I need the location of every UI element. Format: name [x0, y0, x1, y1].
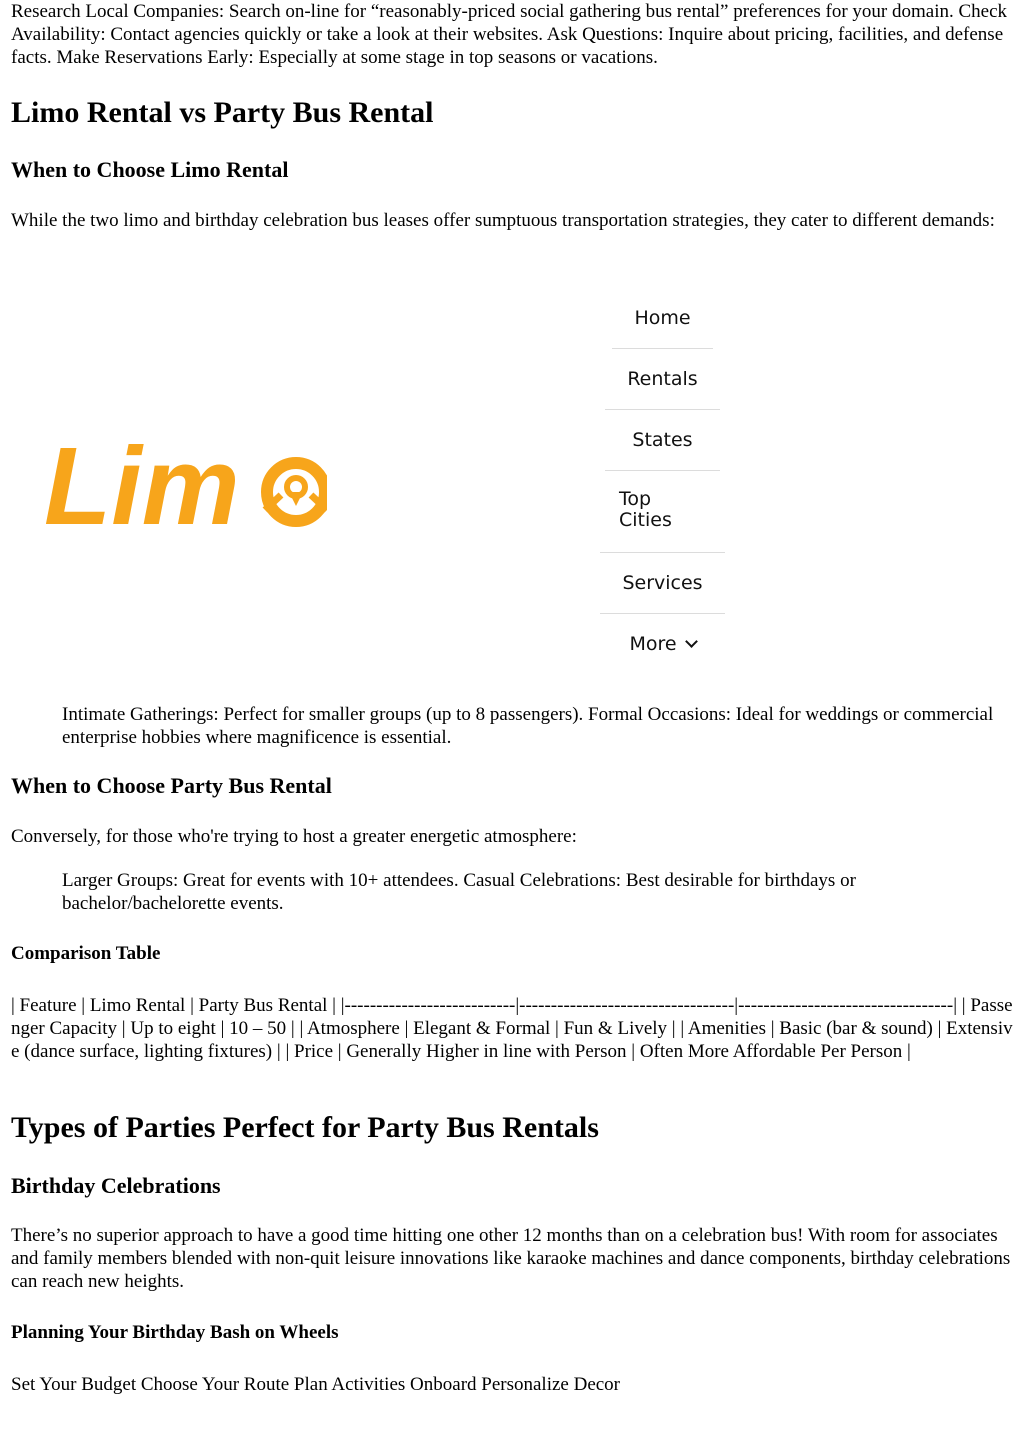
comparison-text: | Feature | Limo Rental | Party Bus Rental | |---------------------------|----------------------------------|----------------------------------| | Passenger Capacity | Up to eight | 10 – 50 | | Atmosphere | Elegant & Formal | Fun & Lively | | Amenities | Basic (bar & sound) | Extensive (dance surface, lighting fixtures) | | Price | Generally Higher in line with Person | Often More Affordable Per Person | [11, 995, 1013, 1062]
paragraph-planning: Set Your Budget Choose Your Route Plan Activities Onboard Personalize Decor [11, 1374, 621, 1395]
heading-birthday: Birthday Celebrations [11, 1173, 221, 1198]
heading-planning: Planning Your Birthday Bash on Wheels [11, 1322, 339, 1343]
paragraph-birthday: There’s no superior approach to have a good time hitting one other 12 months than on a celebration bus! With room for associates and family members blended with non-quit leisure innovations like karaoke machines and dance components, birthday celebrations can reach new heights. [11, 1225, 1011, 1292]
nav-item-more[interactable]: More [600, 614, 725, 674]
heading-comparison: Comparison Table [11, 943, 161, 964]
main-nav [600, 290, 725, 674]
heading-choose-limo: When to Choose Limo Rental [11, 157, 289, 182]
nav-item-rentals[interactable]: Rentals [605, 349, 720, 410]
nav-item-states[interactable]: States [605, 410, 720, 471]
quote-limo: Intimate Gatherings: Perfect for smaller groups (up to 8 passengers). Formal Occasions: Ideal for weddings or commercial enterprise hobbies where magnificence is essential. [62, 704, 994, 748]
limo-logo[interactable] [42, 430, 327, 530]
paragraph-party-intro: Conversely, for those who're trying to host a greater energetic atmosphere: [11, 826, 577, 847]
nav-item-services[interactable]: Services [600, 553, 725, 614]
chevron-down-icon [685, 635, 698, 648]
heading-limo-vs-party: Limo Rental vs Party Bus Rental [11, 96, 434, 129]
location-pin-icon [265, 463, 327, 521]
heading-types: Types of Parties Perfect for Party Bus Rentals [11, 1111, 599, 1144]
nav-item-top-cities[interactable]: Top Cities [600, 471, 725, 553]
nav-item-home[interactable]: Home [612, 290, 713, 349]
limo-logo-graphic [42, 430, 327, 530]
heading-choose-party: When to Choose Party Bus Rental [11, 773, 332, 798]
logo-text: Lim [44, 430, 240, 530]
intro-paragraph: Research Local Companies: Search on-line for “reasonably-priced social gathering bus rental” preferences for your domain. Check Availability: Contact agencies quickly or take a look at their websites. Ask Questions: Inquire about pricing, facilities, and defense facts. Make Reservations Early: Especially at some stage in top seasons or vacations. [11, 1, 1008, 68]
quote-party: Larger Groups: Great for events with 10+ attendees. Casual Celebrations: Best desirable for birthdays or bachelor/bachelorette events. [62, 870, 856, 914]
paragraph-limo-intro: While the two limo and birthday celebration bus leases offer sumptuous transportation strategies, they cater to different demands: [11, 210, 995, 231]
